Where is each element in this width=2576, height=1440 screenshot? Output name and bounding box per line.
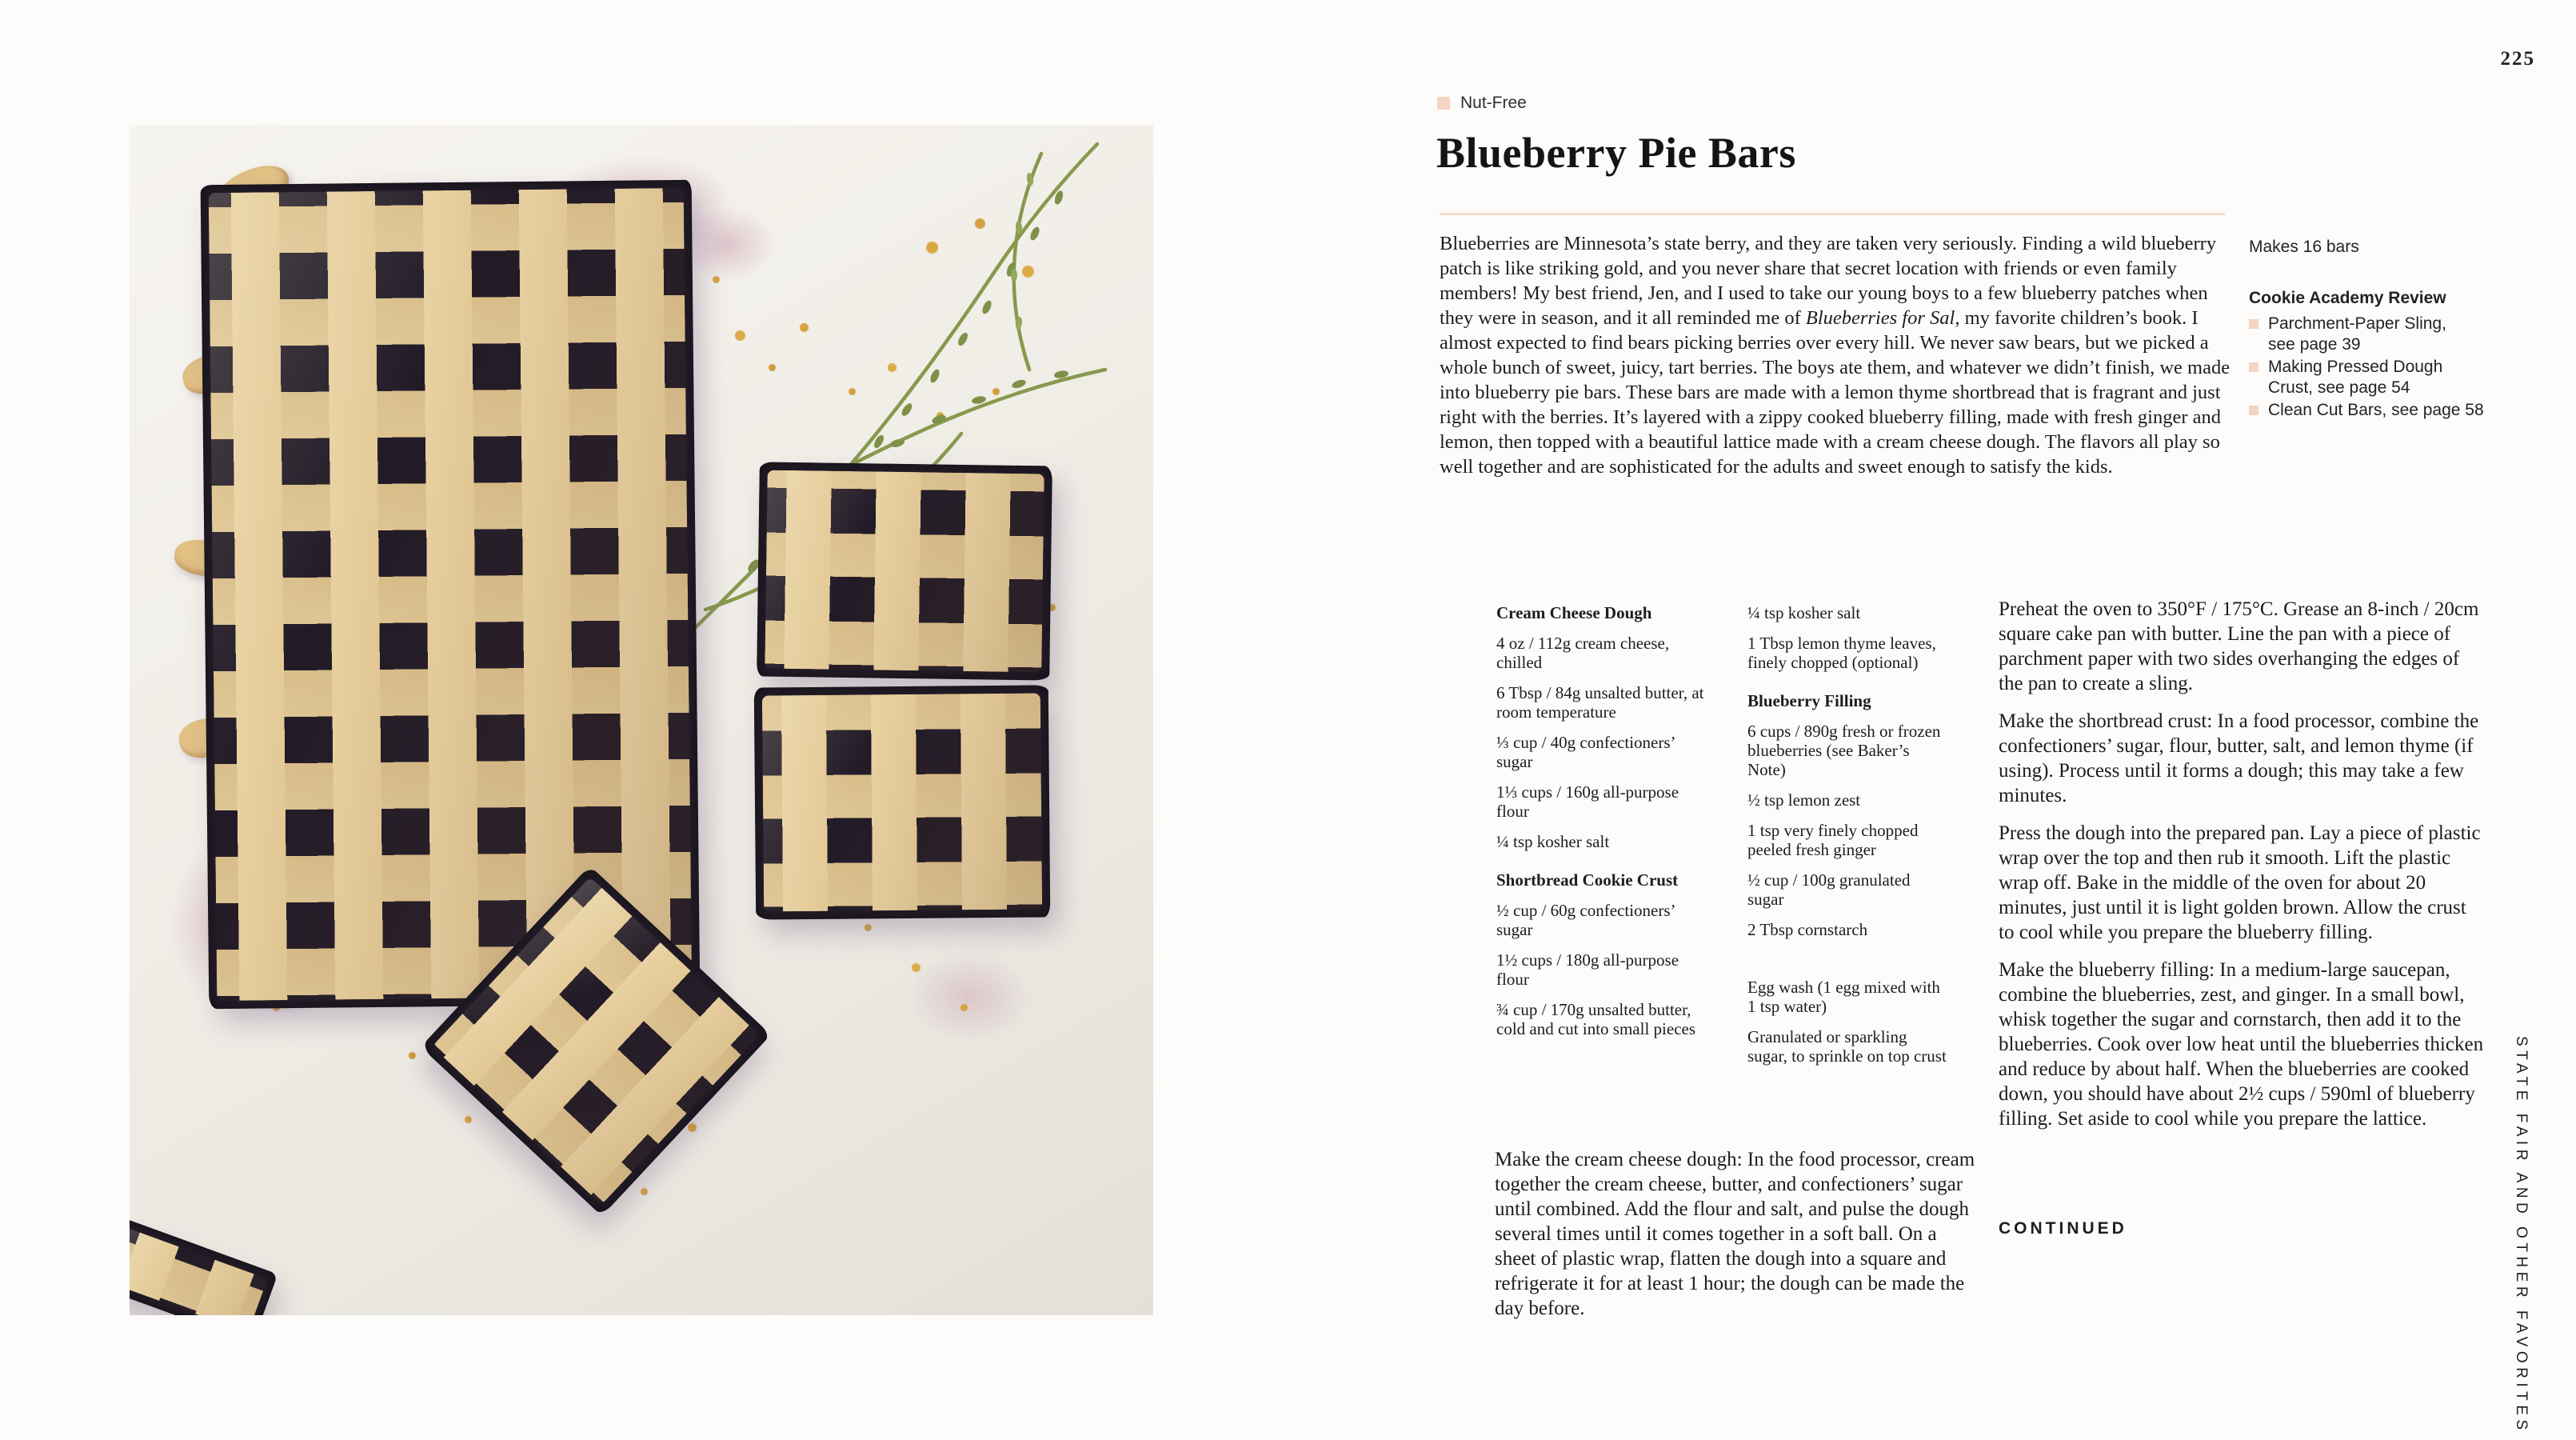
review-heading: Cookie Academy Review [2249, 289, 2446, 307]
ingredient-section-heading: Shortbread Cookie Crust [1496, 870, 1679, 890]
recipe-photo [130, 125, 1153, 1315]
ingredient: ½ cup / 60g confectioners’ sugar [1496, 901, 1675, 939]
ingredient: ⅓ cup / 40g confectioners’ sugar [1496, 733, 1675, 771]
ingredient: ½ tsp lemon zest [1747, 790, 1861, 810]
bullet-square-icon [2249, 319, 2258, 329]
continued-label: CONTINUED [1999, 1219, 2127, 1238]
instruction-step: Press the dough into the prepared pan. Lay a piece of plastic wrap over the top and then rub it smooth. Lift the plastic wrap off. Bake in the middle of the oven for about 20 minutes, just until it is light golden brown. Allow the crust to cool while you prepare the blueberry filling. [1999, 822, 2481, 943]
instruction-step: Make the shortbread crust: In a food processor, combine the confectioners’ sugar, flour, butter, salt, and lemon thyme (if using). Process until it forms a dough; this may take a few minutes. [1999, 710, 2479, 806]
ingredient: Egg wash (1 egg mixed with 1 tsp water) [1747, 978, 1940, 1016]
instruction-step: Preheat the oven to 350°F / 175°C. Grease an 8-inch / 20cm square cake pan with butter. Line the pan with a piece of parchment paper with two sides overhanging the edges of the pan to create a sling. [1999, 598, 2479, 694]
pie-bar-corner-piece [130, 1217, 278, 1315]
recipe-title: Blueberry Pie Bars [1436, 129, 1796, 177]
lattice-crust [765, 470, 1044, 673]
review-item-label: Parchment-Paper Sling, see page 39 [2268, 314, 2446, 354]
instructions-column [1999, 597, 2485, 1144]
lattice-crust [209, 188, 693, 1001]
ingredient: ¾ cup / 170g unsalted butter, cold and cut into small pieces [1496, 1000, 1696, 1038]
recipe-intro [1440, 231, 2233, 479]
diet-badge-label: Nut-Free [1460, 94, 1527, 112]
ingredient-section-heading: Blueberry Filling [1747, 691, 1871, 710]
pie-bar-top-right [757, 462, 1052, 680]
ingredients-column-2 [1747, 603, 1949, 1077]
ingredient: 4 oz / 112g cream cheese, chilled [1496, 634, 1670, 672]
ingredient: 6 cups / 890g fresh or frozen blueberries (see Baker’s Note) [1747, 722, 1941, 779]
review-item-label: Making Pressed Dough Crust, see page 54 [2268, 358, 2443, 397]
ingredient: 6 Tbsp / 84g unsalted butter, at room temperature [1496, 683, 1704, 722]
ingredients-column-1 [1496, 603, 1708, 1050]
ingredient: ¼ tsp kosher salt [1747, 603, 1861, 622]
pie-slab-large [201, 180, 701, 1009]
intro-text: , my favorite children’s book. I almost expected to find bears picking berries over every hill. We never saw bears, but we picked a whole bunch of sweet, juicy, tart berries. The boys ate them, and whatever we didn’t finish, we made into blueberry pie bars. These bars are made with a lemon thyme shortbread that is fragrant and just right with the berries. It’s layered with a zippy cooked blueberry filling, made with fresh ginger and lemon, then topped with a beautiful lattice made with a cream cheese dough. The flavors all play so well together and are sophisticated for the adults and sweet enough to satisfy the kids. [1440, 307, 2231, 478]
pie-bar-middle-right [754, 685, 1051, 919]
ingredient-section-heading: Cream Cheese Dough [1496, 603, 1652, 622]
bullet-square-icon [2249, 406, 2258, 415]
title-divider [1440, 213, 2225, 215]
ingredient: 1 Tbsp lemon thyme leaves, finely chopped (optional) [1747, 634, 1936, 672]
review-item-label: Clean Cut Bars, see page 58 [2268, 401, 2484, 419]
review-item [2249, 400, 2489, 421]
nut-free-square-icon [1437, 97, 1450, 110]
chapter-spine-label: STATE FAIR AND OTHER FAVORITES [2513, 1036, 2530, 1434]
ingredient: 1½ cups / 180g all-purpose flour [1496, 950, 1679, 989]
bullet-square-icon [2249, 362, 2258, 372]
ingredient: 2 Tbsp cornstarch [1747, 920, 1868, 939]
review-item [2249, 314, 2489, 355]
instruction-step: Make the blueberry filling: In a medium-large saucepan, combine the blueberries, zest, and ginger. In a small bowl, whisk together the sugar and cornstarch, then add it to the blueberries. Cook over low heat until the blueberries thicken and reduce by about half. When the blueberries are cooked down, you should have about 2½ cups / 590ml of blueberry filling. Set aside to cool while you prepare the lattice. [1999, 959, 2484, 1130]
ingredient: ¼ tsp kosher salt [1496, 832, 1610, 851]
ingredient: ½ cup / 100g granulated sugar [1747, 870, 1911, 909]
page-number: 225 [2500, 48, 2535, 70]
review-item [2249, 357, 2489, 398]
yield-note: Makes 16 bars [2249, 238, 2359, 256]
cookie-academy-review [2249, 288, 2489, 421]
ingredient: 1⅓ cups / 160g all-purpose flour [1496, 782, 1679, 821]
lattice-crust [762, 693, 1042, 911]
intro-text: Blueberries are Minnesota’s state berry, and they are taken very seriously. Finding a wild blueberry patch is like striking gold, and you never share that secret location with friends or even family members! My best friend, Jen, and I used to take our young boys to a few blueberry patches when they were in season, and it all reminded me of [1440, 233, 2217, 329]
ingredient: 1 tsp very finely chopped peeled fresh ginger [1747, 821, 1919, 859]
berry-stain [881, 933, 1057, 1061]
ingredient: Granulated or sparkling sugar, to sprinkle on top crust [1747, 1027, 1947, 1066]
diet-badge [1437, 94, 1527, 113]
lattice-crust [130, 1227, 268, 1315]
intro-book-title: Blueberries for Sal [1805, 307, 1955, 329]
cream-cheese-dough-step: Make the cream cheese dough: In the food processor, cream together the cream cheese, butter, and confectioners’ sugar until combined. Add the flour and salt, and pulse the dough several times until it comes together in a soft ball. On a sheet of plastic wrap, flatten the dough into a square and refrigerate it for at least 1 hour; the dough can be made the day before. [1495, 1149, 1975, 1319]
